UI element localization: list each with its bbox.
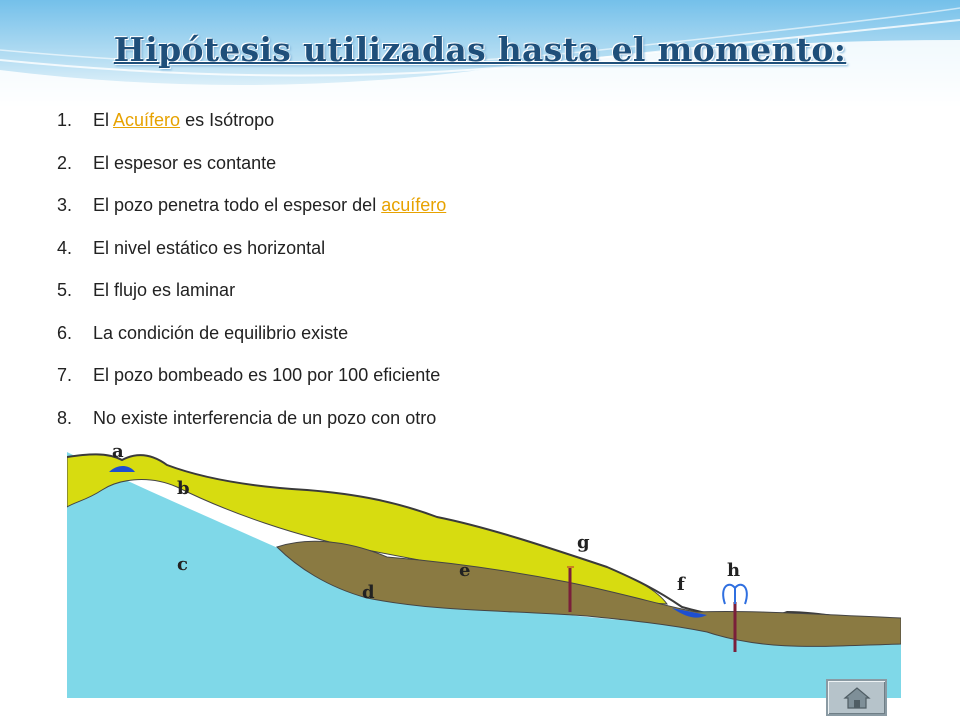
label-f: f xyxy=(677,574,685,595)
item-number: 7. xyxy=(57,365,73,385)
item-text: El flujo es laminar xyxy=(93,280,236,300)
label-a: a xyxy=(112,441,124,462)
aquifer-link[interactable]: Acuífero xyxy=(113,110,181,130)
hypothesis-list xyxy=(57,106,757,446)
list-item xyxy=(57,191,757,234)
slide-title: Hipótesis utilizadas hasta el momento: xyxy=(113,30,847,69)
label-c: c xyxy=(177,554,188,575)
label-e: e xyxy=(459,560,471,581)
item-number: 4. xyxy=(57,237,73,258)
home-button[interactable] xyxy=(826,679,887,716)
list-item xyxy=(57,149,757,192)
item-number: 1. xyxy=(57,110,73,130)
home-icon xyxy=(843,686,871,710)
item-text: El espesor es contante xyxy=(93,152,277,173)
label-h: h xyxy=(727,560,741,581)
item-number: 6. xyxy=(57,322,73,343)
list-item xyxy=(57,361,757,404)
item-text: La condición de equilibrio existe xyxy=(93,322,349,343)
item-number: 5. xyxy=(57,280,73,300)
list-item xyxy=(57,234,757,277)
item-number: 2. xyxy=(57,152,73,173)
item-text: No existe interferencia de un pozo con otro xyxy=(93,407,437,428)
item-text: El pozo bombeado es 100 por 100 eficiente xyxy=(93,365,441,385)
item-number: 3. xyxy=(57,195,73,215)
label-g: g xyxy=(577,532,590,553)
item-text: es Isótropo xyxy=(180,110,275,130)
aquifer-link[interactable]: acuífero xyxy=(381,195,447,215)
list-item xyxy=(57,404,757,447)
item-text: El nivel estático es horizontal xyxy=(93,237,326,258)
label-d: d xyxy=(362,582,375,603)
item-text: El pozo penetra todo el espesor del xyxy=(93,195,382,215)
item-number: 8. xyxy=(57,407,73,428)
label-b: b xyxy=(177,478,190,499)
list-item xyxy=(57,319,757,362)
item-text: El xyxy=(93,110,114,130)
list-item xyxy=(57,276,757,319)
list-item xyxy=(57,106,757,149)
